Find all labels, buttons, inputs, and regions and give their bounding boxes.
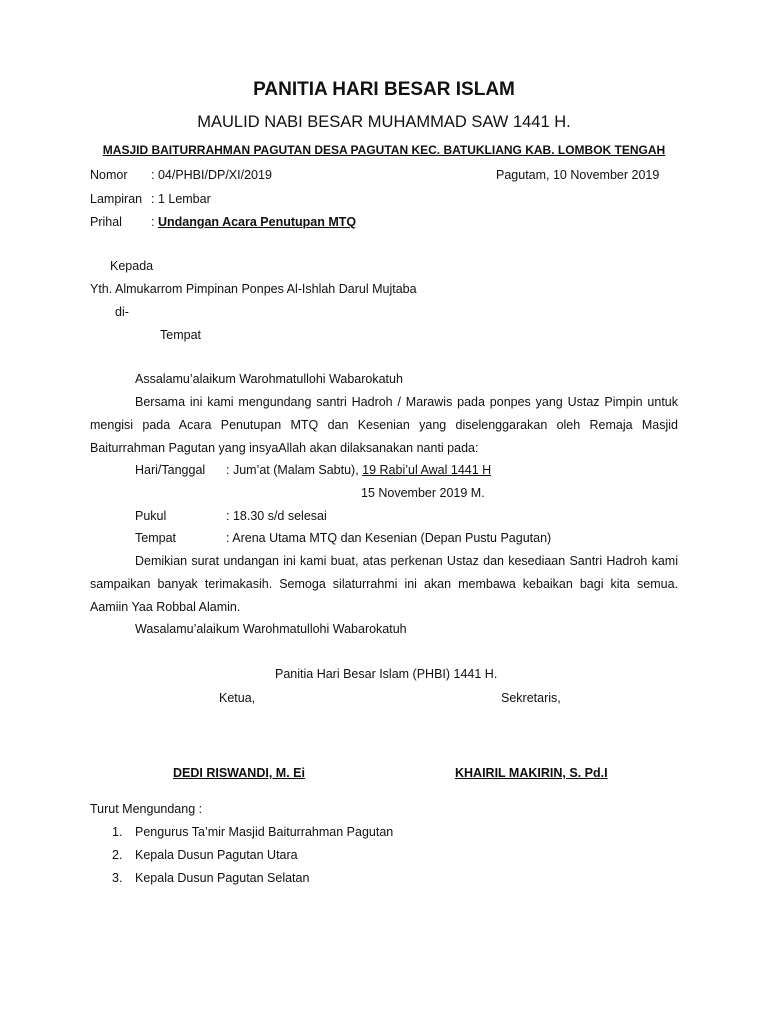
letter-location: MASJID BAITURRAHMAN PAGUTAN DESA PAGUTAN KEC. BATUKLIANG KAB. LOMBOK TENGAH [102, 143, 666, 157]
kepada-label: Kepada [110, 259, 154, 273]
prihal-label: Prihal [90, 215, 122, 229]
closing-greeting: Wasalamu’alaikum Warohmatullohi Wabarokatuh [135, 622, 407, 636]
prihal-value: Undangan Acara Penutupan MTQ [157, 215, 357, 229]
hari-masehi-date: 15 November 2019 M. [361, 486, 485, 500]
hari-value: : Jum’at (Malam Sabtu), [226, 463, 363, 477]
lampiran-label: Lampiran [90, 192, 143, 206]
body-paragraph-2: Demikian surat undangan ini kami buat, atas perkenan Ustaz dan kesediaan Santri Hadroh kami sampaikan banyak terimakasih. Semoga silaturrahmi ini akan membawa kebaikan bagi kita semua. Aamiin Yaa Robbal Alamin. [90, 554, 678, 614]
body-paragraph-1: Bersama ini kami mengundang santri Hadroh / Marawis pada ponpes yang Ustaz Pimpin untuk mengisi pada Acara Penutupan MTQ dan Kesenian yang diselenggarakan oleh Remaja Masjid Baiturrahman Pagutan yang insyaAllah akan dilaksanakan nanti pada: [90, 395, 678, 455]
cc-item-text: Kepala Dusun Pagutan Utara [135, 848, 298, 862]
cc-title: Turut Mengundang : [90, 802, 203, 816]
hari-label: Hari/Tanggal [135, 463, 206, 477]
prihal-colon: : [151, 215, 158, 229]
cc-item-number: 2. [112, 848, 123, 862]
sekretaris-name: KHAIRIL MAKIRIN, S. Pd.I [455, 766, 608, 780]
pukul-value: : 18.30 s/d selesai [226, 509, 327, 523]
committee-name: Panitia Hari Besar Islam (PHBI) 1441 H. [275, 667, 498, 681]
recipient-name: Yth. Almukarrom Pimpinan Ponpes Al-Ishlah Darul Mujtaba [90, 282, 417, 296]
greeting: Assalamu’alaikum Warohmatullohi Wabarokatuh [135, 372, 403, 386]
ketua-name: DEDI RISWANDI, M. Ei [173, 766, 305, 780]
cc-item-number: 1. [112, 825, 123, 839]
tempat-label: Tempat [135, 531, 176, 545]
letter-title: PANITIA HARI BESAR ISLAM [253, 79, 515, 100]
letter-subtitle: MAULID NABI BESAR MUHAMMAD SAW 1441 H. [197, 113, 571, 131]
recipient-place: Tempat [160, 328, 201, 342]
ketua-title: Ketua, [219, 691, 256, 705]
sekretaris-title: Sekretaris, [501, 691, 561, 705]
cc-item-text: Pengurus Ta’mir Masjid Baiturrahman Pagutan [135, 825, 394, 839]
nomor-label: Nomor [90, 168, 128, 182]
place-date: Pagutam, 10 November 2019 [496, 168, 660, 182]
nomor-value: : 04/PHBI/DP/XI/2019 [151, 168, 272, 182]
recipient-di: di- [115, 305, 129, 319]
hari-hijri-date: 19 Rabi’ul Awal 1441 H [362, 463, 492, 477]
pukul-label: Pukul [135, 509, 167, 523]
hari-value-wrap [226, 463, 491, 477]
prihal-value-wrap [151, 215, 356, 229]
tempat-value: : Arena Utama MTQ dan Kesenian (Depan Pustu Pagutan) [226, 531, 552, 545]
cc-item-number: 3. [112, 871, 123, 885]
lampiran-value: : 1 Lembar [151, 192, 211, 206]
cc-item-text: Kepala Dusun Pagutan Selatan [135, 871, 310, 885]
